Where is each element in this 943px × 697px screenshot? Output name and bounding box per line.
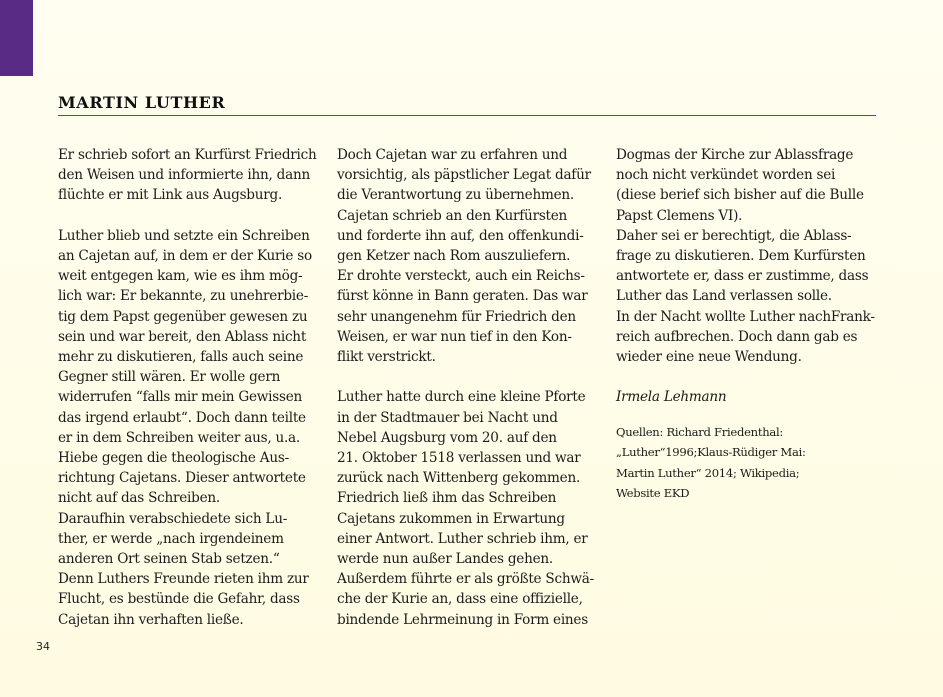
- text-column-3: [616, 145, 878, 504]
- text-column-1: [58, 145, 320, 630]
- author-name: Irmela Lehmann: [616, 389, 727, 406]
- column-2-paragraph-2: Luther hatte durch eine kleine Pforte in der Stadtmauer bei Nacht und Nebel Augsburg vom 20. auf den 21. Oktober 1518 verlassen und war zurück nach Wittenberg gekommen. Friedrich ließ ihm das Schreiben Cajetans zukommen in Erwartung einer Antwort. Luther schrieb ihm, er werde nun außer Landes gehen. Außerdem führte er als größte Schwä- che der Kurie an, dass eine offizielle, bindende Lehrmeinung in Form eines: [337, 389, 594, 628]
- page-number: 34: [36, 640, 50, 653]
- column-1-paragraph-1: Er schrieb sofort an Kurfürst Friedrich den Weisen und informierte ihn, dann flüchte er mit Link aus Augsburg.: [58, 147, 317, 204]
- column-3-paragraph-1: Dogmas der Kirche zur Ablassfrage noch nicht verkündet worden sei (diese berief sich bisher auf die Bulle Papst Clemens VI). Daher sei er berechtigt, die Ablass- frage zu diskutieren. Dem Kurfürsten antwortete er, dass er zustimme, dass Luther das Land verlassen solle. In der Nacht wollte Luther nachFrank- reich aufbrechen. Doch dann gab es wieder eine neue Wendung.: [616, 147, 875, 366]
- corner-color-tab: [0, 0, 33, 76]
- article-title: MARTIN LUTHER: [58, 93, 876, 116]
- column-1-paragraph-2: Luther blieb und setzte ein Schreiben an Cajetan auf, in dem er der Kurie so weit entgegen kam, wie es ihm mög- lich war: Er bekannte, zu unehrerbie- tig dem Papst gegenüber gewesen zu sein und war bereit, den Ablass nicht mehr zu diskutieren, falls auch seine Gegner still wären. Er wolle gern widerrufen “falls mir mein Gewissen das irgend erlaubt“. Doch dann teilte er in dem Schreiben weiter aus, u.a. Hiebe gegen die theologische Aus- richtung Cajetans. Dieser antwortete nicht auf das Schreiben. Daraufhin verabschiedete sich Lu- ther, er werde „nach irgendeinem anderen Ort seinen Stab setzen.“ Denn Luthers Freunde rieten ihm zur Flucht, es bestünde die Gefahr, dass Cajetan ihn verhaften ließe.: [58, 227, 312, 628]
- sources-note: Quellen: Richard Friedenthal: „Luther“1996;Klaus-Rüdiger Mai: Martin Luther“ 2014; Wikipedia; Website EKD: [616, 424, 806, 501]
- column-2-paragraph-1: Doch Cajetan war zu erfahren und vorsichtig, als päpstlicher Legat dafür die Verantwortung zu übernehmen. Cajetan schrieb an den Kurfürsten und forderte ihn auf, den offenkundi- gen Ketzer nach Rom auszuliefern. Er drohte versteckt, auch ein Reichs- fürst könne in Bann geraten. Das war sehr unangenehm für Friedrich den Weisen, er war nun tief in den Kon- flikt verstrickt.: [337, 147, 591, 366]
- text-column-2: [337, 145, 599, 630]
